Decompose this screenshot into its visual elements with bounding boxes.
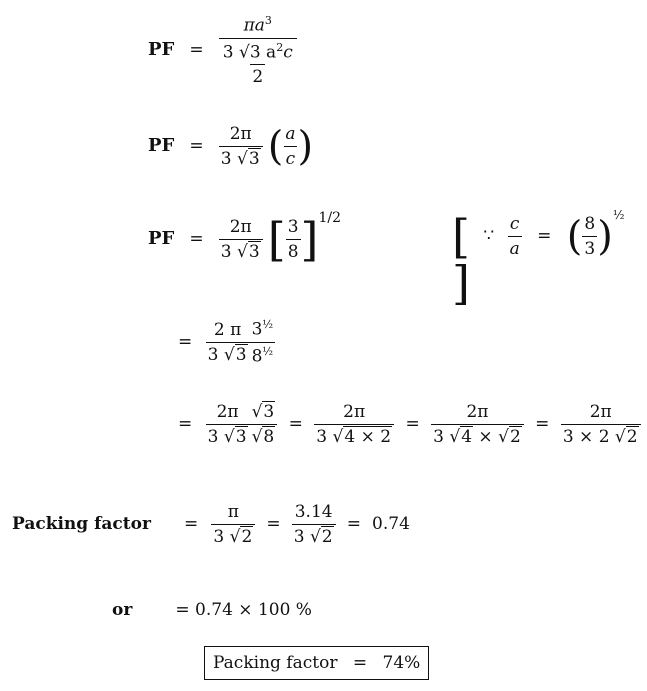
because-symbol: ∵: [483, 226, 495, 246]
equals-sign: =: [266, 514, 281, 534]
numerator: π: [227, 502, 239, 522]
denominator: a: [508, 236, 522, 259]
denominator: 8: [251, 346, 263, 367]
since-note: [452, 208, 647, 310]
denominator-coef: 3: [207, 427, 224, 447]
radicand: 3: [235, 344, 247, 365]
fraction-1: $\frac{2\pi}{3 √3}$: [206, 402, 250, 447]
fraction-4: $\frac{2\pi}{3 √4 \times √2}$: [431, 402, 524, 447]
numerator: 2π: [466, 402, 489, 422]
right-bracket: ]: [452, 255, 470, 310]
radicand: 4: [461, 427, 473, 447]
exponent: ½: [612, 208, 625, 222]
equals-sign: =: [178, 331, 193, 352]
equals-sign: =: [178, 414, 193, 434]
c-over-a: [508, 214, 522, 259]
equation-step-5: [178, 402, 641, 447]
coefficient-fraction: $\frac{2\pi}{3 √3}$: [219, 217, 263, 262]
coefficient-fraction: $\frac{2 \pi}{3 √3}$: [206, 320, 250, 365]
pi-fraction: $\frac{\pi}{3 √2}$: [211, 502, 255, 547]
eight-over-three: [582, 214, 597, 259]
exponent: 3: [264, 14, 272, 27]
denominator-coef: 3: [220, 242, 237, 262]
denominator: c: [284, 146, 298, 169]
equals-sign: =: [189, 40, 204, 61]
denominator-coef: 3: [316, 427, 333, 447]
fraction-2: $\frac{√3}{√8}$: [250, 402, 278, 447]
radicand: 2: [626, 427, 638, 447]
numerator: 3: [287, 217, 299, 237]
exponent: 1/2: [318, 210, 342, 226]
variable-c: c: [283, 42, 293, 63]
numerator: a: [285, 124, 296, 144]
right-paren: ): [597, 213, 613, 260]
equals-sign: =: [184, 514, 199, 534]
equals-sign: =: [352, 653, 368, 673]
result-value: 0.74: [372, 514, 410, 534]
final-value: 74%: [382, 653, 421, 673]
numeric-fraction: $\frac{3.14}{3 √2}$: [292, 502, 336, 547]
equals-sign: =: [535, 414, 550, 434]
exponent: ½: [262, 344, 274, 358]
exponent: ½: [262, 318, 274, 331]
radicand: 2: [321, 527, 333, 547]
right-paren: ): [297, 123, 314, 170]
left-bracket: [: [267, 212, 286, 267]
inner-denominator: 2: [250, 64, 265, 87]
pf-label: PF: [148, 39, 175, 61]
power-fraction: [250, 318, 276, 366]
a-over-c: [283, 124, 297, 169]
denominator-coef: 3: [213, 527, 230, 547]
fraction-5: $\frac{2\pi}{3 \times 2 √2}$: [561, 402, 641, 447]
denominator: 3: [582, 236, 597, 259]
times-sign: ×: [473, 427, 499, 447]
denominator: 8: [286, 239, 301, 262]
coefficient-fraction: $\frac{2\pi}{3 √3}$: [219, 124, 263, 169]
denominator-coef: 3: [433, 427, 450, 447]
inner-numerator: 3 √3 a: [222, 42, 277, 63]
packing-factor-label: Packing factor: [12, 514, 151, 534]
pf-label: PF: [148, 228, 175, 249]
equation-pf-3: [148, 210, 342, 267]
exponent: 2: [276, 40, 284, 54]
radicand: 3: [248, 149, 260, 169]
equals-sign: =: [537, 226, 552, 246]
radicand: 3: [235, 427, 247, 447]
numerator: 2π: [229, 124, 252, 144]
or-label: or: [112, 600, 133, 620]
equation-pf-2: [148, 124, 313, 169]
equation-pf-1: [148, 14, 297, 87]
packing-fraction: [219, 14, 297, 87]
three-over-eight: [286, 217, 301, 262]
radicand: 3: [263, 402, 275, 422]
denominator-coef: 3: [293, 527, 310, 547]
radicand: 2: [509, 427, 521, 447]
equals-sign: =: [288, 414, 303, 434]
left-paren: (: [566, 213, 583, 260]
numerator: 2π: [589, 402, 612, 422]
equals-sign: =: [405, 414, 420, 434]
numerator: 2π: [216, 402, 239, 422]
packing-factor-equation: [12, 502, 410, 547]
equation-step-4: [178, 318, 275, 366]
numerator: πa: [243, 15, 265, 36]
numerator: 2π: [229, 217, 252, 237]
equals-sign: =: [189, 229, 204, 249]
final-label: Packing factor: [213, 653, 338, 673]
right-bracket: ]: [300, 212, 319, 267]
final-answer-box: [204, 646, 429, 680]
radicand: 3: [248, 242, 260, 262]
radicand: 4 × 2: [344, 427, 392, 447]
numerator: 3: [251, 319, 263, 340]
numerator: 2 π: [213, 319, 242, 340]
radicand: 8: [263, 427, 275, 447]
numerator: 8: [584, 214, 596, 234]
numerator: c: [509, 214, 520, 234]
left-bracket: [: [452, 209, 470, 264]
fraction-3: $\frac{2\pi}{3 √4 \times 2}$: [314, 402, 394, 447]
pf-label: PF: [148, 135, 175, 156]
percentage-expression: = 0.74 × 100 %: [175, 600, 312, 620]
radicand: 2: [241, 527, 253, 547]
percentage-equation: [112, 600, 312, 620]
numerator: 2π: [343, 402, 366, 422]
equals-sign: =: [189, 136, 204, 156]
denominator-coef: 3: [207, 344, 224, 365]
equals-sign: =: [346, 514, 361, 534]
numerator: 3.14: [294, 502, 333, 522]
left-paren: (: [267, 123, 284, 170]
denominator-coef: 3: [220, 149, 237, 169]
denominator-coef: 3 × 2: [562, 427, 615, 447]
